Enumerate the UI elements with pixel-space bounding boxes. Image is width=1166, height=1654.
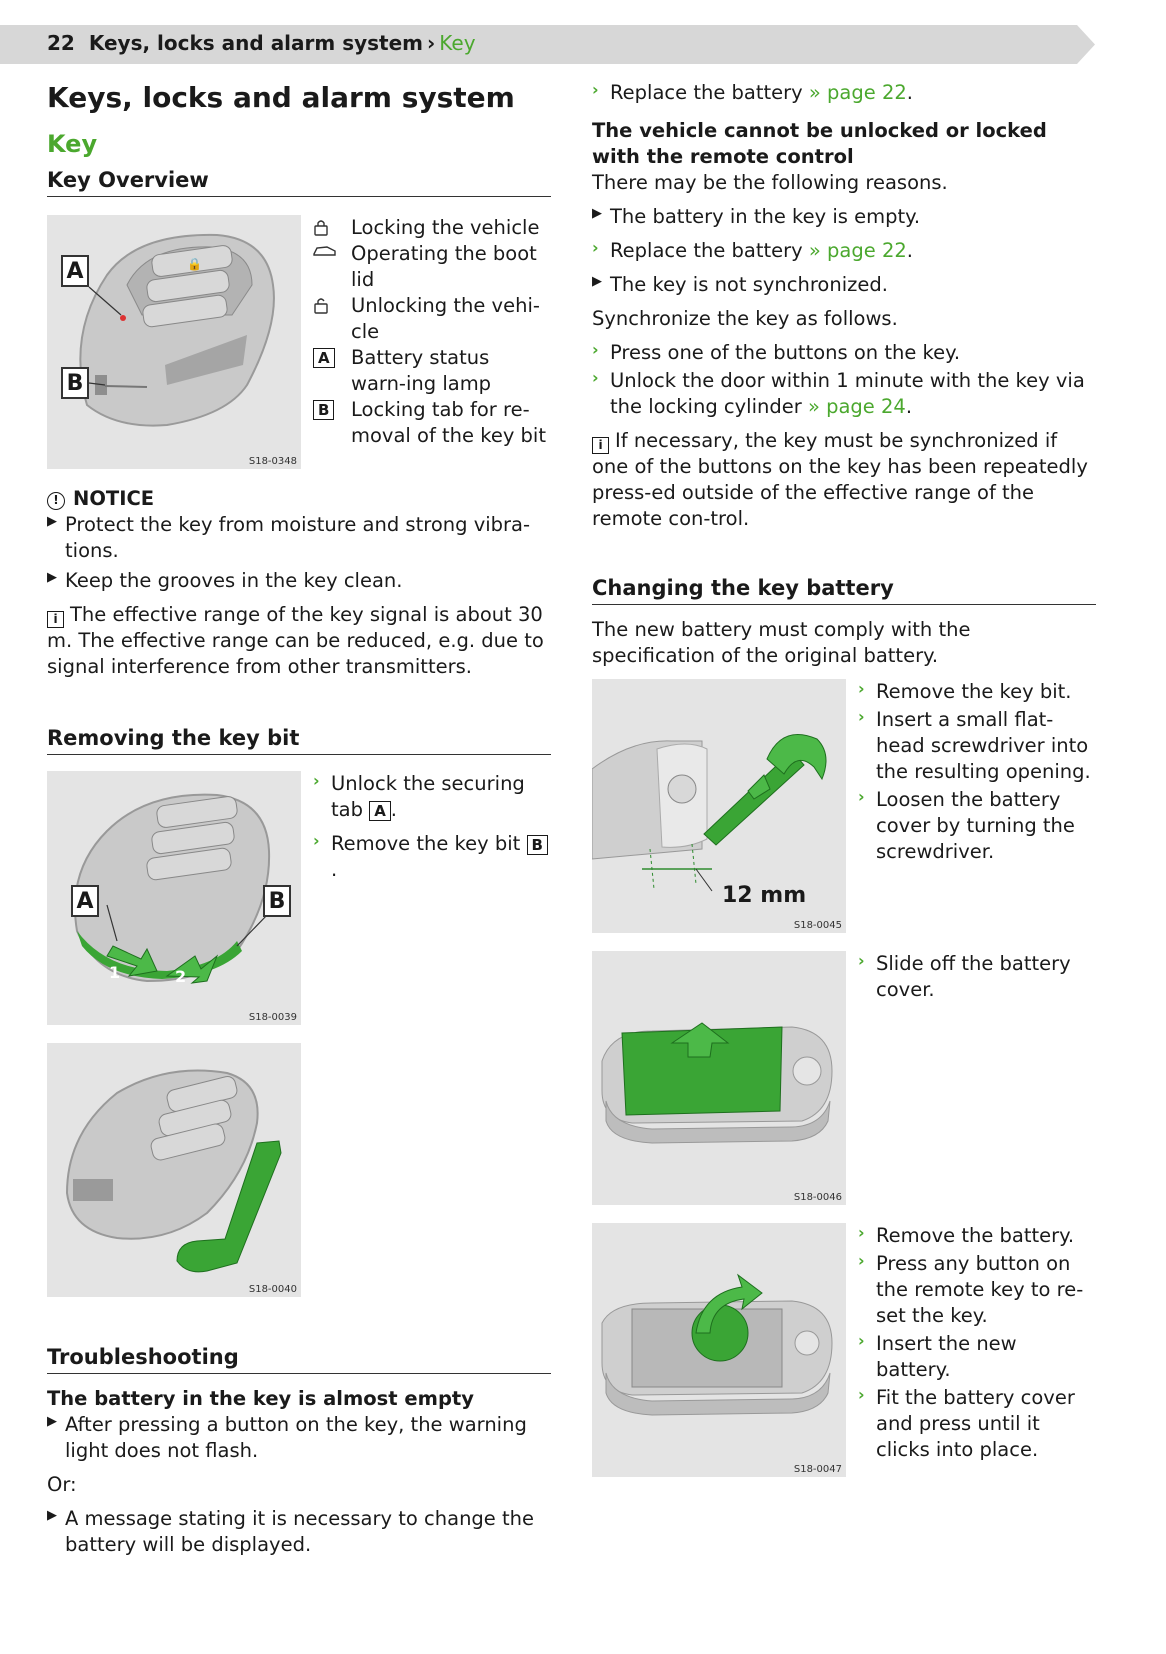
step: › Remove the key bit. xyxy=(858,679,1072,703)
callout-b: B xyxy=(61,367,89,399)
bullet-icon: ▶ xyxy=(47,1508,57,1524)
legend-item: B Locking tab for re-moval of the key bit xyxy=(313,397,549,449)
figure-code: S18-0039 xyxy=(248,1012,297,1024)
step: › Replace the battery » page 22. xyxy=(592,238,913,262)
chevron-icon: › xyxy=(858,1223,865,1242)
step: › Press any button on the remote key to re-set the key. xyxy=(858,1251,1084,1327)
figure-code: S18-0047 xyxy=(793,1464,842,1475)
key-overview-heading: Key Overview xyxy=(47,168,551,197)
notice-item: Keep the grooves in the key clean. xyxy=(65,569,403,593)
step: › Remove the battery. xyxy=(858,1223,1075,1247)
label-a: A xyxy=(369,801,391,821)
unlock-icon xyxy=(313,293,351,345)
notice-icon: ! xyxy=(47,492,65,510)
breadcrumb xyxy=(47,31,476,55)
svg-text:🔒: 🔒 xyxy=(187,257,202,272)
or-text: Or: xyxy=(47,1473,77,1497)
step: › Remove the key bit B. xyxy=(313,831,549,883)
step: › Unlock the securing tab A . xyxy=(313,771,525,822)
step: › Insert a small flat-head screwdriver into the resulting opening. xyxy=(858,707,1091,783)
step: › Replace the battery » page 22. xyxy=(592,80,913,104)
screwdriver-illustration xyxy=(592,679,846,933)
chapter-title: Keys, locks and alarm system xyxy=(47,81,515,114)
chevron-icon: › xyxy=(313,771,320,791)
bullet-icon: ▶ xyxy=(47,514,57,530)
changing-battery-heading: Changing the key battery xyxy=(592,576,1096,605)
legend-item: Locking the vehicle xyxy=(313,215,549,241)
legend-item: A Battery status warn-ing lamp xyxy=(313,345,549,397)
step: › Slide off the battery cover. xyxy=(858,951,1071,1001)
callout-a: A xyxy=(71,885,99,917)
bullet-icon: ▶ xyxy=(592,274,602,289)
battery-figure-1 xyxy=(592,679,846,933)
left-column: Keys, locks and alarm system Key Key Overview 🔒 A B S18-0348 Locking the vehicle Operating the boot lid Unlocking the vehi-cle A Battery status warn-ing lamp B Locking tab for re-moval of the key bit ! NOTICE ▶ Protect the key from moisture and strong vibra-tions. ▶ Keep the grooves in the key clean. i The effective range of the key signal is about 30 m. The effective range can be reduced, e.g. due to signal interference from other transmitters. Removing the key bit A B 1 2 S18-0039 S18-0040 › Unlock the securing tab A . › Remove the key bit B. Troubleshooting The battery in the key is almost empty ▶ After pressing a button on the key, the warning light does not flash. Or: ▶ A message stating it is necessary to change the battery will be displayed. xyxy=(47,80,551,1558)
callout-a: A xyxy=(61,255,89,287)
chevron-icon: › xyxy=(592,368,599,387)
page-number: 22 xyxy=(47,31,75,55)
figure-code: S18-0040 xyxy=(248,1284,297,1296)
battery-replacement-illustration xyxy=(592,1223,846,1477)
figure-code: S18-0045 xyxy=(793,920,842,931)
notice-block xyxy=(47,487,551,594)
chevron-icon: › xyxy=(592,80,599,99)
key-legend xyxy=(313,215,549,469)
battery-steps-a xyxy=(858,679,1096,933)
page-link[interactable]: » page 22 xyxy=(808,239,907,262)
page-link[interactable]: » page 22 xyxy=(808,81,907,104)
arrow-1-label: 1 xyxy=(109,963,121,983)
removing-key-bit-figure-2 xyxy=(47,1043,301,1297)
figure-code: S18-0046 xyxy=(793,1192,842,1203)
breadcrumb-current: Key xyxy=(439,31,476,55)
chevron-icon: › xyxy=(313,831,320,851)
unlock-heading: The vehicle cannot be unlocked or locked with the remote control xyxy=(592,119,1047,168)
section-title: Key xyxy=(47,130,98,159)
step: › Loosen the battery cover by turning the screwdriver. xyxy=(858,787,1075,863)
info-paragraph: i The effective range of the key signal is about 30 m. The effective range can be reduced, e.g. due to signal interference from other transmitters. xyxy=(47,603,544,679)
measure-label: 12 mm xyxy=(722,883,807,908)
sync-intro: Synchronize the key as follows. xyxy=(592,307,898,330)
notice-item: Protect the key from moisture and strong vibra-tions. xyxy=(65,513,531,563)
chevron-icon: › xyxy=(858,707,865,726)
lock-icon xyxy=(313,215,351,241)
car-boot-icon xyxy=(313,241,351,293)
legend-item: Unlocking the vehi-cle xyxy=(313,293,549,345)
right-column: › Replace the battery » page 22. The vehicle cannot be unlocked or locked with the remote control There may be the following reasons. ▶ The battery in the key is empty. › Replace the battery » page 22. ▶ The key is not synchronized. Synchronize the key as follows. › Press one of the buttons on the key. › Unlock the door within 1 minute with the key via the locking cylinder » page 24. i If necessary, the key must be synchronized if one of the buttons on the key has been repeatedly press-ed outside of the effective range of the remote con-trol. Changing the key battery The new battery must comply with the specification of the original battery. 12 mm S18-0045 › Remove the key bit. › Insert a small flat-head screwdriver into the resulting opening. › Loosen the battery cover by turning the screwdriver. S18-0046 › Slide off the battery cover. S18-0047 › Remove the battery. › Press any button on the remote key to re-set the key. › Insert the new battery. › Fit the battery cover and press until it clicks into place. xyxy=(592,80,1096,1477)
battery-figure-2 xyxy=(592,951,846,1205)
label-a: A xyxy=(313,348,335,368)
troubleshooting-subheading: The battery in the key is almost empty xyxy=(47,1387,474,1411)
notice-title: NOTICE xyxy=(73,487,155,511)
chevron-icon: › xyxy=(858,1385,865,1404)
battery-steps-c xyxy=(858,1223,1096,1477)
bullet-icon: ▶ xyxy=(47,570,57,586)
figure-code: S18-0348 xyxy=(248,456,297,468)
breadcrumb-separator: › xyxy=(427,31,436,55)
chevron-icon: › xyxy=(858,679,865,698)
breadcrumb-section[interactable]: Keys, locks and alarm system xyxy=(88,31,424,55)
label-b: B xyxy=(527,835,548,855)
key-fob-illustration xyxy=(47,1043,301,1297)
legend-item: Operating the boot lid xyxy=(313,241,549,293)
page-link[interactable]: » page 24 xyxy=(807,395,906,418)
battery-figure-3 xyxy=(592,1223,846,1477)
bullet-icon: ▶ xyxy=(47,1414,57,1430)
step: › Press one of the buttons on the key. xyxy=(592,340,961,364)
chevron-icon: › xyxy=(592,238,599,257)
changing-intro: The new battery must comply with the specification of the original battery. xyxy=(592,618,971,667)
step: › Unlock the door within 1 minute with the key via the locking cylinder » page 24. xyxy=(592,368,1085,418)
bullet-icon: ▶ xyxy=(592,206,602,221)
chevron-icon: › xyxy=(858,1251,865,1270)
battery-cover-illustration xyxy=(592,951,846,1205)
chevron-icon: › xyxy=(858,951,865,970)
info-icon: i xyxy=(592,437,609,454)
chevron-icon: › xyxy=(592,340,599,359)
info-icon: i xyxy=(47,611,64,628)
callout-b: B xyxy=(263,885,291,917)
label-b: B xyxy=(313,400,334,420)
key-overview-figure xyxy=(47,215,301,469)
arrow-2-label: 2 xyxy=(175,967,187,987)
step: › Fit the battery cover and press until it clicks into place. xyxy=(858,1385,1075,1461)
step: › Insert the new battery. xyxy=(858,1331,1017,1381)
info-paragraph: i If necessary, the key must be synchronized if one of the buttons on the key has been repeatedly press-ed outside of the effective range of the remote con-trol. xyxy=(592,429,1088,530)
chevron-icon: › xyxy=(858,787,865,806)
chevron-icon: › xyxy=(858,1331,865,1350)
battery-steps-b xyxy=(858,951,1096,1205)
reasons-intro: There may be the following reasons. xyxy=(592,171,948,194)
key-fob-illustration xyxy=(47,215,301,469)
removing-key-bit-figure-1 xyxy=(47,771,301,1025)
troubleshooting-heading: Troubleshooting xyxy=(47,1345,551,1374)
removing-steps xyxy=(313,771,549,1297)
removing-key-bit-heading: Removing the key bit xyxy=(47,726,551,755)
